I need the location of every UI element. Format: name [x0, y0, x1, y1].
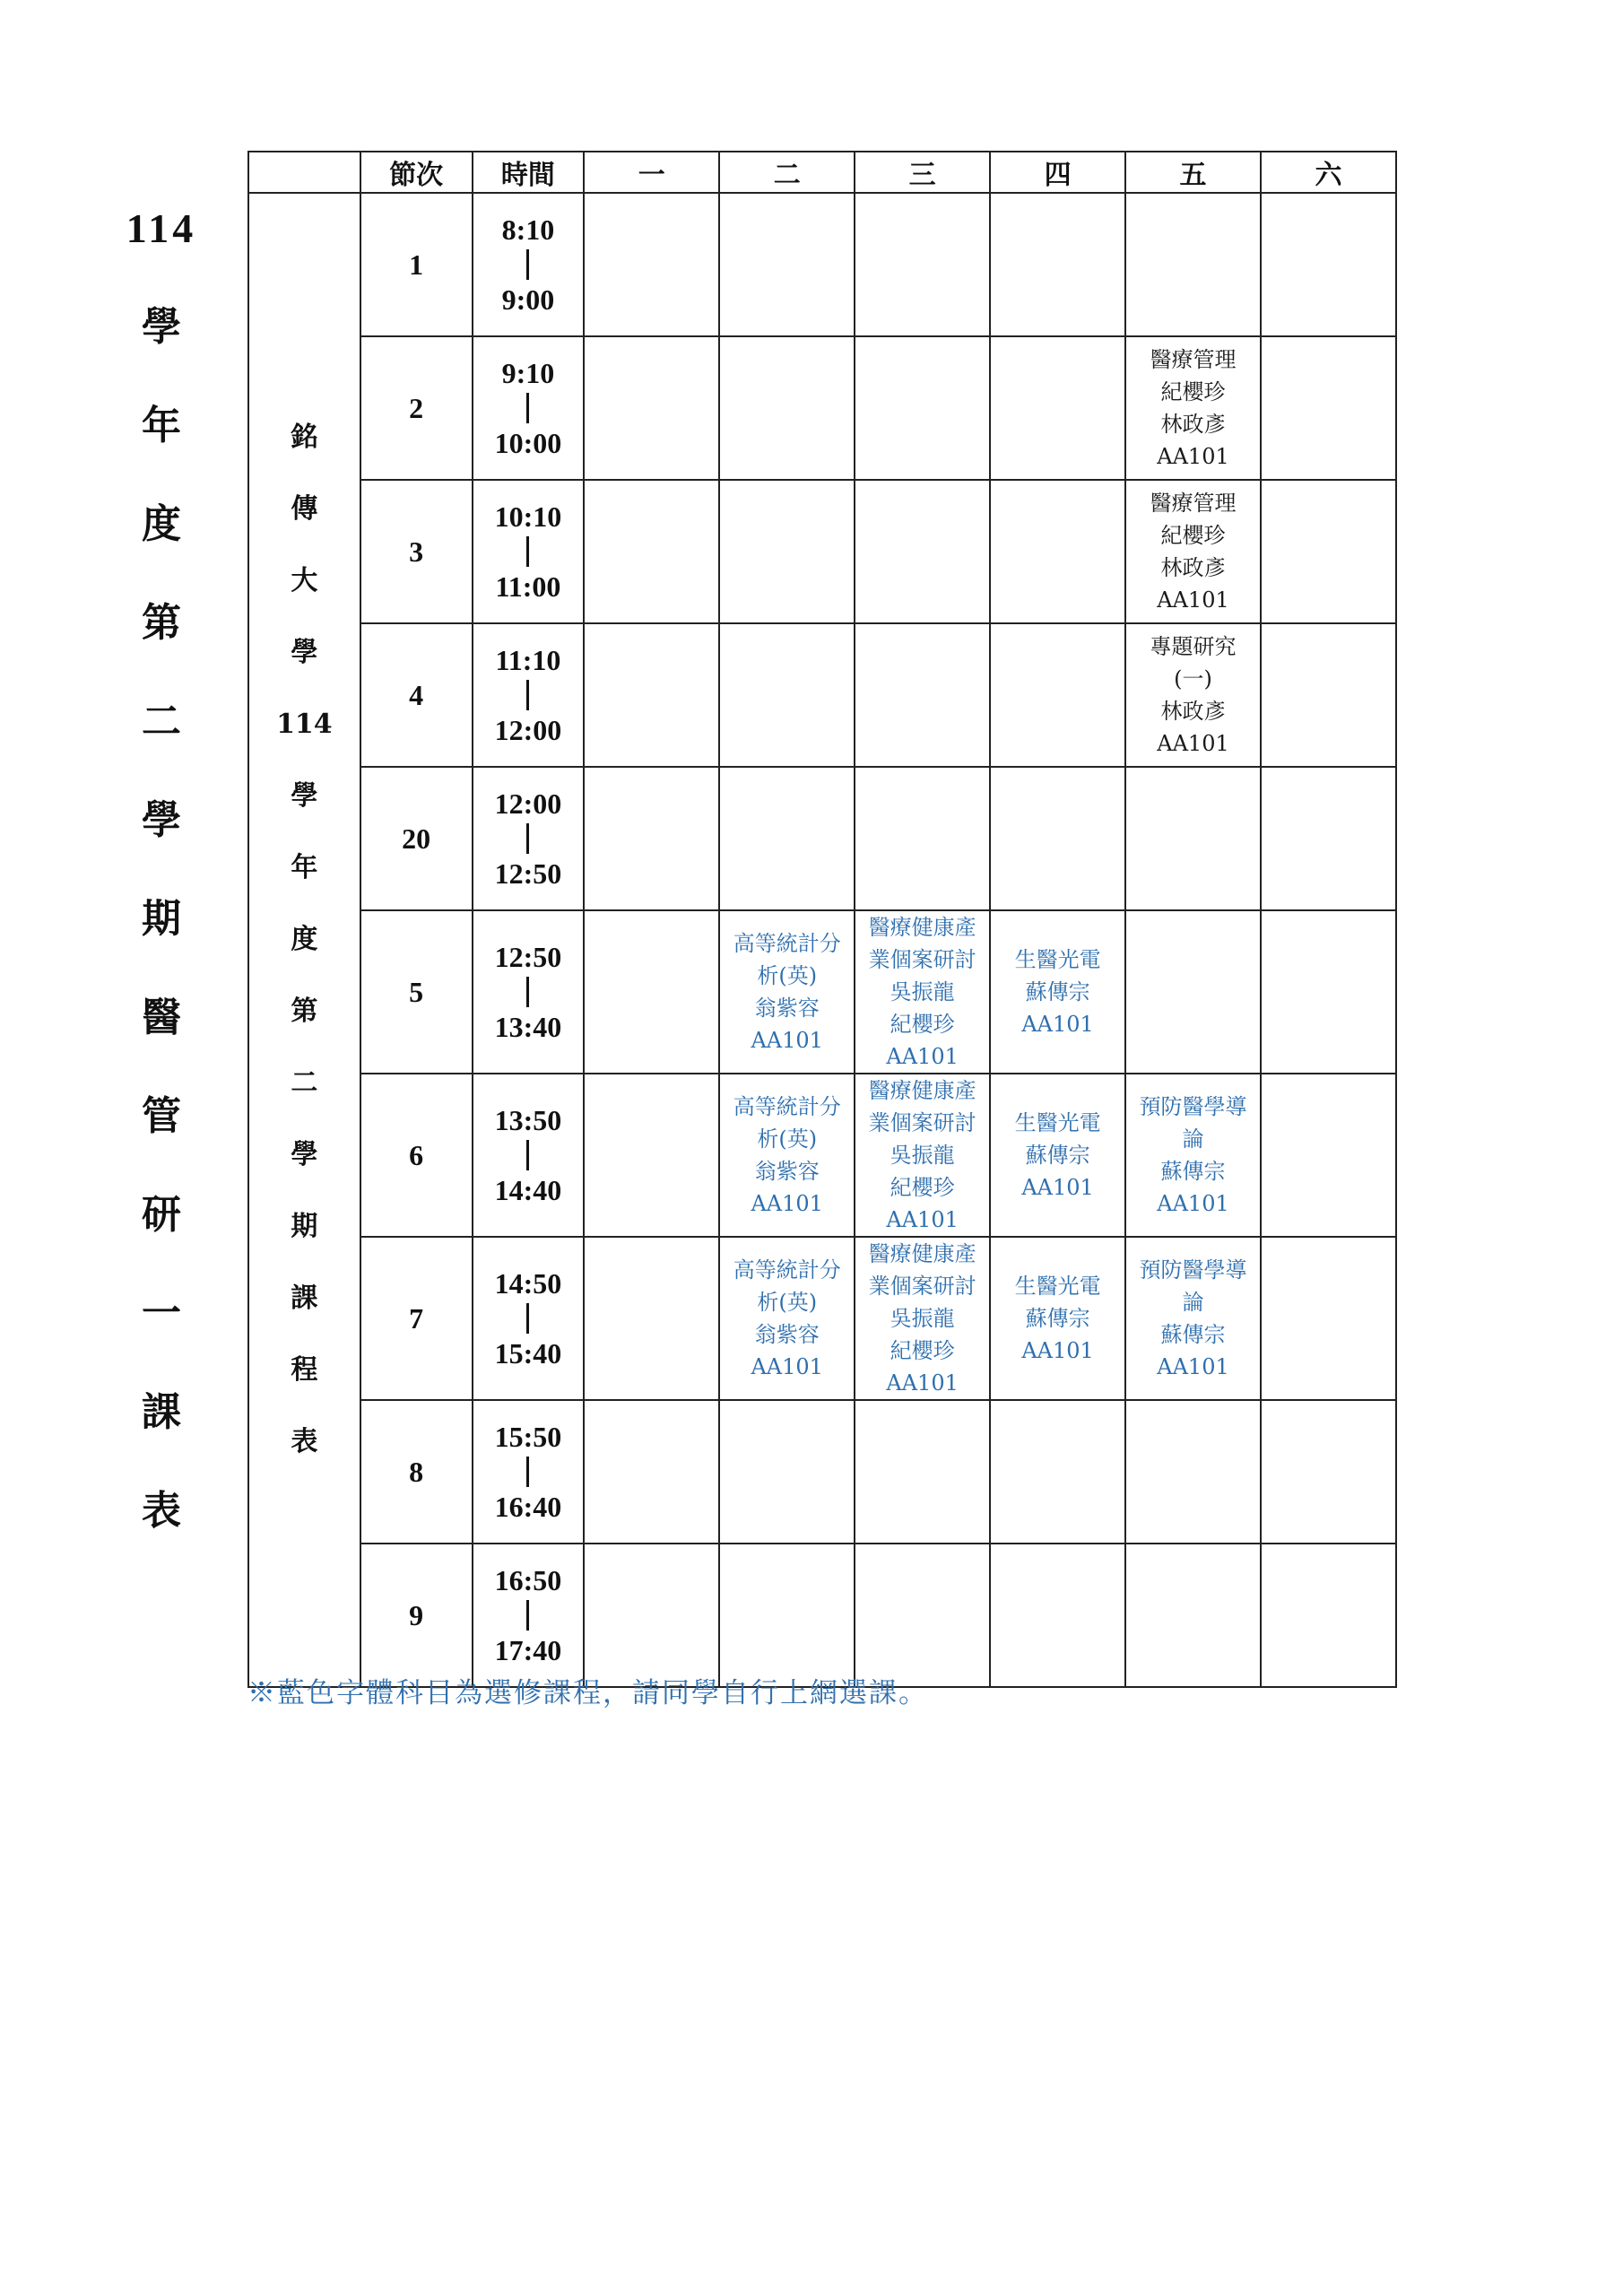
period-time — [473, 767, 585, 910]
course-line: 紀櫻珍 — [1160, 523, 1226, 548]
elective-course — [991, 944, 1124, 1040]
empty-cell — [990, 193, 1125, 336]
course-line: 析(英) — [757, 1126, 818, 1152]
empty-cell — [1261, 1544, 1396, 1687]
end-time: 11:00 — [495, 570, 561, 603]
title-char: 學 — [142, 797, 181, 843]
period-time — [473, 1074, 585, 1237]
course-line: AA101 — [1157, 444, 1229, 469]
course-line: 紀櫻珍 — [890, 1012, 955, 1037]
start-time: 9:10 — [501, 357, 555, 389]
empty-cell — [584, 1400, 719, 1544]
course-line: 高等統計分 — [733, 931, 841, 956]
course-line: 高等統計分 — [733, 1094, 841, 1119]
course-line: AA101 — [1021, 1175, 1094, 1200]
course-line: 林政彥 — [1160, 699, 1226, 724]
empty-cell — [584, 1544, 719, 1687]
empty-cell — [990, 1544, 1125, 1687]
title-char: 表 — [142, 1488, 181, 1534]
header-mon: 一 — [584, 152, 719, 193]
empty-cell — [855, 480, 990, 623]
course-line: 醫療健康產 — [868, 1241, 976, 1266]
course-cell — [855, 1074, 990, 1237]
end-time: 10:00 — [494, 427, 562, 459]
inner-title-char: 度 — [291, 924, 318, 955]
empty-cell — [990, 480, 1125, 623]
empty-cell — [1261, 1074, 1396, 1237]
empty-cell — [719, 623, 855, 767]
period-row — [248, 1544, 1396, 1687]
course-line: 析(英) — [757, 963, 818, 988]
course-line: 紀櫻珍 — [890, 1338, 955, 1363]
course-line: 醫療健康產 — [868, 915, 976, 940]
title-char: 年 — [142, 403, 181, 448]
course-line: 醫療管理 — [1150, 347, 1237, 372]
inner-title-char: 課 — [291, 1283, 318, 1314]
time-range-bar — [526, 1600, 529, 1631]
course-cell — [855, 910, 990, 1074]
inner-title-char: 傳 — [291, 493, 318, 525]
period-time — [473, 623, 585, 767]
title-char: 學 — [142, 304, 181, 350]
empty-cell — [719, 1544, 855, 1687]
course-cell — [719, 1237, 855, 1400]
period-number: 20 — [360, 767, 473, 910]
empty-cell — [1261, 193, 1396, 336]
empty-cell — [1261, 623, 1396, 767]
course-line: AA101 — [751, 1191, 823, 1216]
start-time: 15:50 — [494, 1421, 562, 1453]
course-cell — [990, 1237, 1125, 1400]
title-char: 課 — [142, 1389, 181, 1435]
end-time: 12:00 — [494, 714, 562, 746]
inner-title-char: 程 — [291, 1354, 318, 1386]
title-char: 管 — [142, 1093, 181, 1139]
start-time: 12:50 — [494, 941, 562, 973]
inner-title-char: 114 — [276, 709, 333, 740]
period-number: 6 — [360, 1074, 473, 1237]
period-time — [473, 1400, 585, 1544]
elective-course — [855, 911, 989, 1073]
title-char: 期 — [142, 896, 181, 942]
course-line: 紀櫻珍 — [890, 1175, 955, 1200]
course-line: AA101 — [1021, 1012, 1094, 1037]
course-cell — [990, 1074, 1125, 1237]
period-row — [248, 1400, 1396, 1544]
course-line: (一) — [1174, 666, 1212, 691]
end-time: 17:40 — [494, 1634, 562, 1666]
period-row — [248, 623, 1396, 767]
period-time — [473, 193, 585, 336]
period-number: 7 — [360, 1237, 473, 1400]
empty-cell — [584, 193, 719, 336]
period-row — [248, 767, 1396, 910]
header-tue: 二 — [719, 152, 855, 193]
period-time — [473, 1544, 585, 1687]
empty-cell — [990, 623, 1125, 767]
course-line: 蘇傳宗 — [1025, 979, 1090, 1004]
time-range-bar — [526, 680, 529, 710]
empty-cell — [1261, 910, 1396, 1074]
title-char: 度 — [142, 501, 181, 547]
inner-title-char: 學 — [291, 1139, 318, 1170]
course-line: 蘇傳宗 — [1025, 1143, 1090, 1168]
course-line: 論 — [1182, 1290, 1204, 1315]
time-range-bar — [526, 393, 529, 423]
empty-cell — [719, 767, 855, 910]
inner-vertical-title — [248, 193, 360, 1687]
course-line: 業個案研討 — [868, 1274, 976, 1299]
course-cell — [1125, 336, 1261, 480]
course-line: AA101 — [1157, 731, 1229, 756]
time-range-bar — [526, 1140, 529, 1170]
course-line: 蘇傳宗 — [1160, 1159, 1226, 1184]
course-cell — [990, 910, 1125, 1074]
elective-note: ※藍色字體科目為選修課程，請同學自行上網選課。 — [247, 1677, 928, 1709]
empty-cell — [1261, 1237, 1396, 1400]
end-time: 13:40 — [494, 1011, 562, 1043]
end-time: 16:40 — [494, 1491, 562, 1523]
course-schedule-table — [247, 151, 1397, 1688]
elective-course — [991, 1107, 1124, 1204]
title-char: 醫 — [142, 995, 181, 1040]
header-sat: 六 — [1261, 152, 1396, 193]
empty-cell — [1261, 767, 1396, 910]
empty-cell — [584, 910, 719, 1074]
course-line: 翁紫容 — [754, 1322, 820, 1347]
title-char: 第 — [142, 600, 181, 646]
course-line: 專題研究 — [1150, 634, 1237, 659]
period-time — [473, 910, 585, 1074]
course-cell — [1125, 1237, 1261, 1400]
period-number: 2 — [360, 336, 473, 480]
elective-course — [991, 1270, 1124, 1367]
required-course — [1126, 344, 1260, 473]
course-line: AA101 — [1157, 587, 1229, 613]
end-time: 14:40 — [494, 1174, 562, 1206]
period-row — [248, 336, 1396, 480]
time-range-bar — [526, 1457, 529, 1487]
elective-course — [855, 1238, 989, 1399]
empty-cell — [584, 336, 719, 480]
course-cell — [1125, 1074, 1261, 1237]
header-row — [248, 152, 1396, 193]
start-time: 11:10 — [495, 644, 561, 676]
start-time: 13:50 — [494, 1104, 562, 1136]
elective-course — [720, 1254, 854, 1383]
time-range-bar — [526, 536, 529, 567]
elective-course — [1126, 1254, 1260, 1383]
empty-cell — [719, 336, 855, 480]
title-char: 一 — [142, 1291, 181, 1336]
start-time: 14:50 — [494, 1267, 562, 1300]
period-row — [248, 910, 1396, 1074]
empty-cell — [719, 193, 855, 336]
header-time: 時間 — [473, 152, 585, 193]
empty-cell — [584, 623, 719, 767]
inner-title-header — [248, 152, 360, 193]
period-time — [473, 1237, 585, 1400]
empty-cell — [990, 767, 1125, 910]
course-line: AA101 — [1157, 1191, 1229, 1216]
empty-cell — [1125, 767, 1261, 910]
start-time: 12:00 — [494, 787, 562, 820]
start-time: 10:10 — [494, 500, 562, 533]
inner-title-char: 學 — [291, 637, 318, 668]
course-line: 業個案研討 — [868, 1110, 976, 1135]
empty-cell — [1125, 193, 1261, 336]
course-cell — [1125, 480, 1261, 623]
course-line: 醫療健康產 — [868, 1078, 976, 1103]
period-row — [248, 1237, 1396, 1400]
empty-cell — [584, 480, 719, 623]
course-line: AA101 — [751, 1354, 823, 1379]
course-line: 生醫光電 — [1014, 1274, 1101, 1299]
title-char: 114 — [126, 205, 197, 251]
course-cell — [1125, 623, 1261, 767]
inner-title-char: 銘 — [291, 422, 318, 453]
course-line: 吳振龍 — [890, 1306, 955, 1331]
period-number: 8 — [360, 1400, 473, 1544]
elective-course — [720, 927, 854, 1057]
course-line: AA101 — [1157, 1354, 1229, 1379]
empty-cell — [990, 1400, 1125, 1544]
period-number: 4 — [360, 623, 473, 767]
start-time: 8:10 — [501, 213, 555, 246]
elective-course — [855, 1074, 989, 1236]
empty-cell — [855, 767, 990, 910]
required-course — [1126, 487, 1260, 616]
course-line: 論 — [1182, 1126, 1204, 1152]
header-thu: 四 — [990, 152, 1125, 193]
time-range-bar — [526, 977, 529, 1007]
course-line: 業個案研討 — [868, 947, 976, 972]
period-number: 5 — [360, 910, 473, 1074]
course-line: AA101 — [886, 1044, 959, 1069]
time-range-bar — [526, 823, 529, 854]
time-range-bar — [526, 1303, 529, 1334]
title-char: 二 — [142, 699, 181, 744]
empty-cell — [1125, 910, 1261, 1074]
course-line: 蘇傳宗 — [1160, 1322, 1226, 1347]
empty-cell — [855, 336, 990, 480]
course-line: 析(英) — [757, 1290, 818, 1315]
empty-cell — [1261, 336, 1396, 480]
course-line: 翁紫容 — [754, 996, 820, 1021]
inner-title-char: 期 — [291, 1211, 318, 1242]
empty-cell — [584, 1074, 719, 1237]
inner-title-char: 第 — [291, 996, 318, 1027]
empty-cell — [1261, 480, 1396, 623]
end-time: 9:00 — [501, 283, 555, 316]
empty-cell — [855, 1400, 990, 1544]
empty-cell — [855, 623, 990, 767]
header-fri: 五 — [1125, 152, 1261, 193]
elective-course — [1126, 1091, 1260, 1220]
course-line: 吳振龍 — [890, 979, 955, 1004]
document-title-vertical — [108, 179, 215, 1561]
course-line: 生醫光電 — [1014, 1110, 1101, 1135]
inner-title-char: 表 — [291, 1426, 318, 1457]
course-cell — [719, 1074, 855, 1237]
course-line: 林政彥 — [1160, 412, 1226, 437]
period-number: 9 — [360, 1544, 473, 1687]
course-line: 翁紫容 — [754, 1159, 820, 1184]
header-wed: 三 — [855, 152, 990, 193]
inner-title-char: 學 — [291, 780, 318, 812]
inner-title-char: 大 — [291, 565, 318, 596]
period-number: 1 — [360, 193, 473, 336]
empty-cell — [584, 767, 719, 910]
end-time: 15:40 — [494, 1337, 562, 1370]
empty-cell — [1261, 1400, 1396, 1544]
course-line: AA101 — [886, 1207, 959, 1232]
empty-cell — [855, 1544, 990, 1687]
empty-cell — [990, 336, 1125, 480]
course-cell — [855, 1237, 990, 1400]
empty-cell — [719, 480, 855, 623]
end-time: 12:50 — [494, 857, 562, 890]
course-line: 醫療管理 — [1150, 491, 1237, 516]
course-cell — [719, 910, 855, 1074]
empty-cell — [1125, 1400, 1261, 1544]
course-line: AA101 — [1021, 1338, 1094, 1363]
required-course — [1126, 631, 1260, 760]
empty-cell — [584, 1237, 719, 1400]
empty-cell — [1125, 1544, 1261, 1687]
empty-cell — [855, 193, 990, 336]
inner-title-char: 二 — [291, 1067, 318, 1099]
course-line: AA101 — [751, 1028, 823, 1053]
course-line: 預防醫學導 — [1139, 1094, 1247, 1119]
course-line: 蘇傳宗 — [1025, 1306, 1090, 1331]
course-line: AA101 — [886, 1370, 959, 1396]
period-row — [248, 1074, 1396, 1237]
period-row — [248, 480, 1396, 623]
header-period: 節次 — [360, 152, 473, 193]
course-line: 高等統計分 — [733, 1257, 841, 1283]
course-line: 生醫光電 — [1014, 947, 1101, 972]
course-line: 林政彥 — [1160, 555, 1226, 580]
period-number: 3 — [360, 480, 473, 623]
title-char: 研 — [142, 1192, 181, 1238]
empty-cell — [719, 1400, 855, 1544]
course-line: 吳振龍 — [890, 1143, 955, 1168]
period-row — [248, 193, 1396, 336]
course-line: 預防醫學導 — [1139, 1257, 1247, 1283]
inner-title-char: 年 — [291, 852, 318, 883]
time-range-bar — [526, 249, 529, 280]
period-time — [473, 480, 585, 623]
start-time: 16:50 — [494, 1564, 562, 1596]
course-line: 紀櫻珍 — [1160, 379, 1226, 404]
elective-course — [720, 1091, 854, 1220]
period-time — [473, 336, 585, 480]
